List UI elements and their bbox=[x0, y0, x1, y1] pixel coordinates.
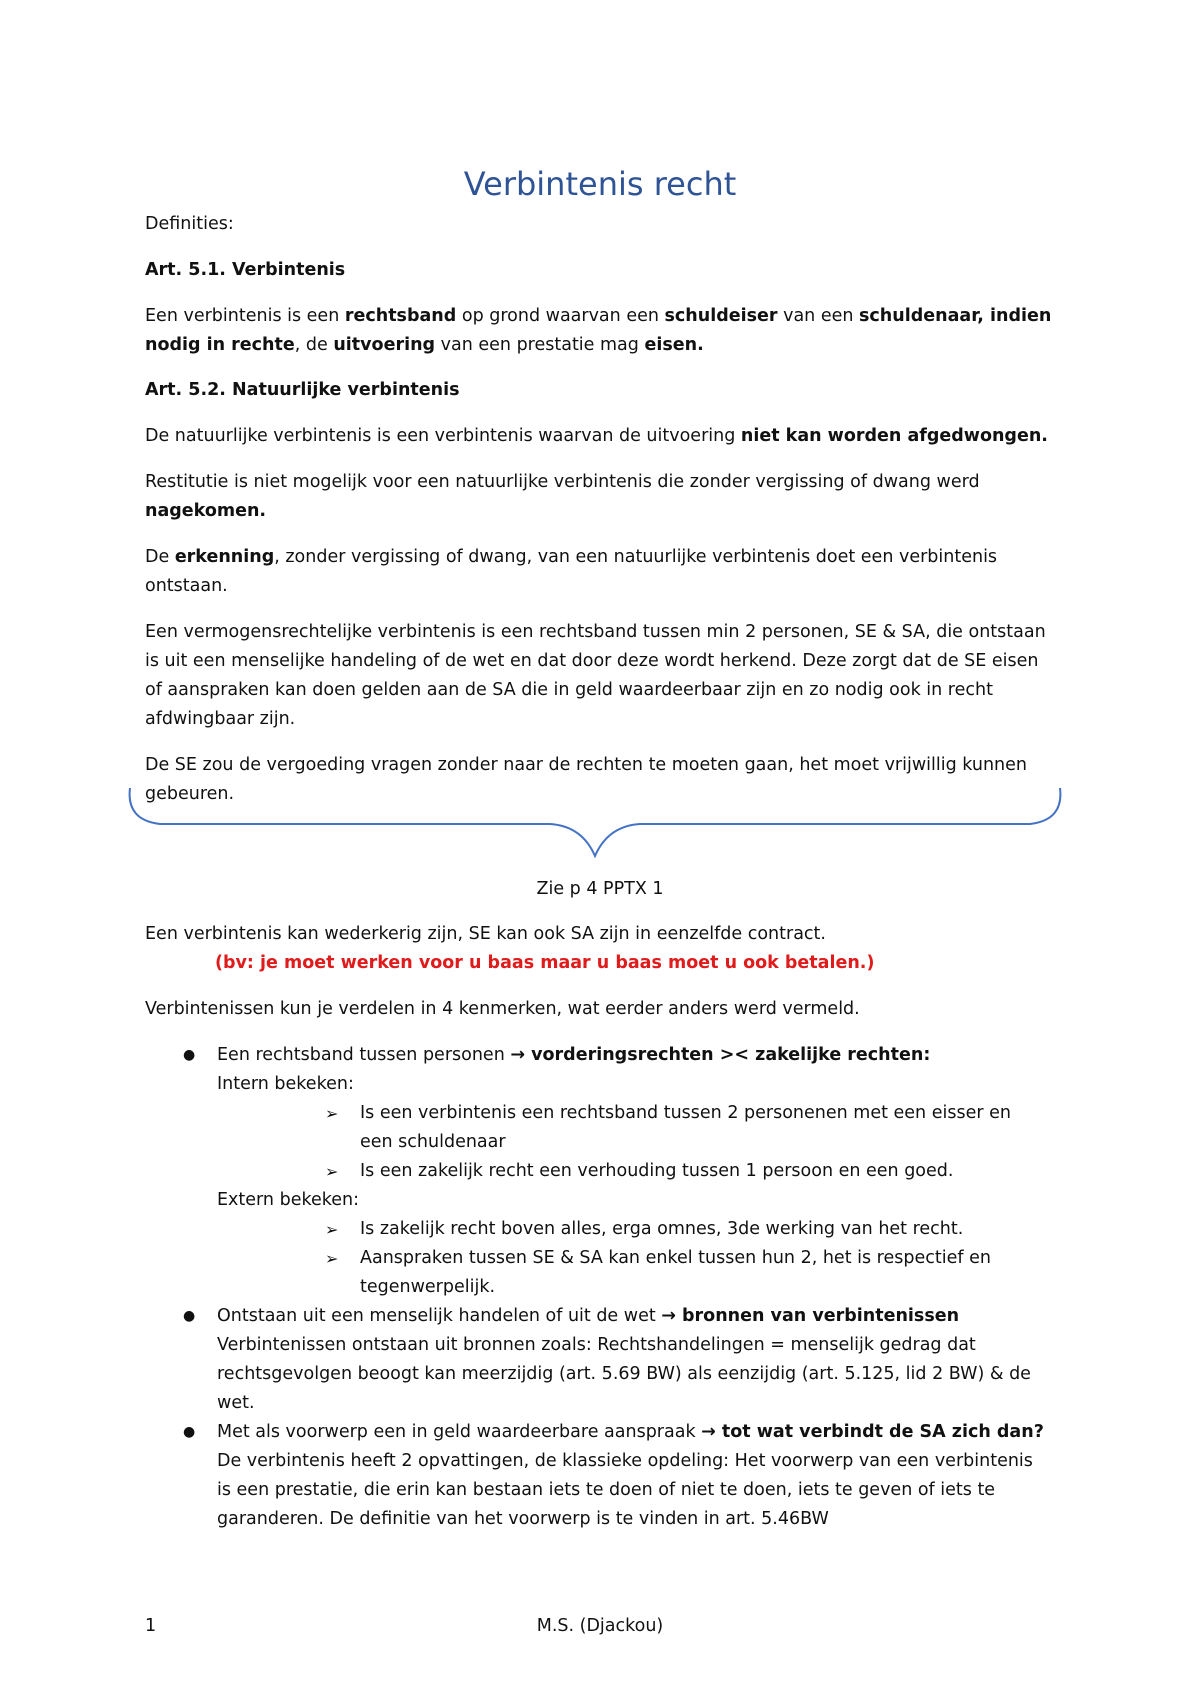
intern-label: Intern bekeken: bbox=[217, 1074, 354, 1094]
art1-line2: nodig in rechte, de uitvoering van een prestatie mag eisen. bbox=[145, 335, 704, 355]
art2-para1: De natuurlijke verbintenis is een verbintenis waarvan de uitvoering niet kan worden afgedwongen. bbox=[145, 426, 1048, 446]
bullet3-line2: is een prestatie, die erin kan bestaan iets te doen of niet te doen, iets te geven of iets te bbox=[217, 1480, 996, 1500]
vermogen-line3: of aanspraken kan doen gelden aan de SA die in geld waardeerbaar zijn en zo nodig ook in recht bbox=[145, 680, 993, 700]
art2-para2-line1: Restitutie is niet mogelijk voor een natuurlijke verbintenis die zonder vergissing of dwang werd bbox=[145, 472, 980, 492]
footer-author: M.S. (Djackou) bbox=[536, 1616, 664, 1636]
se-line2: gebeuren. bbox=[145, 784, 235, 804]
wederkerig-text: Een verbintenis kan wederkerig zijn, SE kan ook SA zijn in eenzelfde contract. bbox=[145, 924, 826, 944]
bullet-dot-icon: ● bbox=[183, 1424, 196, 1440]
art1-heading bbox=[145, 256, 1055, 285]
bullet-dot-icon: ● bbox=[183, 1308, 196, 1324]
sub-item-3-text: Is zakelijk recht boven alles, erga omnes, 3de werking van het recht. bbox=[360, 1219, 964, 1239]
curly-brace-shape bbox=[120, 780, 1070, 870]
curly-brace-path bbox=[130, 788, 1061, 856]
arrow-bullet-icon: ➢ bbox=[325, 1162, 339, 1181]
vermogen-line2: is uit een menselijke handeling of de wet en dat door deze wordt herkend. Deze zorgt dat de SE eisen bbox=[145, 651, 1039, 671]
art2-heading-text: Art. 5.2. Natuurlijke verbintenis bbox=[145, 380, 460, 400]
bullet3-line3: garanderen. De definitie van het voorwerp is te vinden in art. 5.46BW bbox=[217, 1509, 829, 1529]
bullet2-line2: rechtsgevolgen beoogt kan meerzijdig (art. 5.69 BW) als eenzijdig (art. 5.125, lid 2 BW) & de bbox=[217, 1364, 1031, 1384]
vermogen-line4: afdwingbaar zijn. bbox=[145, 709, 296, 729]
sub-item-4-line1: Aanspraken tussen SE & SA kan enkel tussen hun 2, het is respectief en bbox=[360, 1248, 991, 1268]
bullet2-line1: Verbintenissen ontstaan uit bronnen zoals: Rechtshandelingen = menselijk gedrag dat bbox=[217, 1335, 976, 1355]
art2-para3-line2: ontstaan. bbox=[145, 576, 228, 596]
sub-item-1-line2: een schuldenaar bbox=[360, 1132, 506, 1152]
art2-para3-line1: De erkenning, zonder vergissing of dwang, van een natuurlijke verbintenis doet een verbintenis bbox=[145, 547, 998, 567]
page-title: Verbintenis recht bbox=[463, 165, 737, 203]
art2-heading bbox=[145, 376, 1055, 405]
bullet3-line1: De verbintenis heeft 2 opvattingen, de klassieke opdeling: Het voorwerp van een verbintenis bbox=[217, 1451, 1033, 1471]
kenmerken-intro: Verbintenissen kun je verdelen in 4 kenmerken, wat eerder anders werd vermeld. bbox=[145, 999, 860, 1019]
arrow-bullet-icon: ➢ bbox=[325, 1104, 339, 1123]
arrow-bullet-icon: ➢ bbox=[325, 1249, 339, 1268]
bullet2-text: Ontstaan uit een menselijk handelen of uit de wet → bronnen van verbintenissen bbox=[217, 1306, 960, 1326]
sub-item-1-line1: Is een verbintenis een rechtsband tussen 2 personenen met een eisser en bbox=[360, 1103, 1011, 1123]
footer-page-number: 1 bbox=[145, 1616, 157, 1636]
bullet1-text: Een rechtsband tussen personen → vorderingsrechten >< zakelijke rechten: bbox=[217, 1045, 931, 1065]
definities-label: Definities: bbox=[145, 214, 234, 234]
zie-reference: Zie p 4 PPTX 1 bbox=[536, 879, 664, 899]
extern-label: Extern bekeken: bbox=[217, 1190, 359, 1210]
bullet2-line3: wet. bbox=[217, 1393, 255, 1413]
art1-heading-text: Art. 5.1. Verbintenis bbox=[145, 260, 346, 280]
voorbeeld-text: (bv: je moet werken voor u baas maar u baas moet u ook betalen.) bbox=[215, 953, 875, 973]
art2-para2-line2: nagekomen. bbox=[145, 501, 267, 521]
sub-item-2-text: Is een zakelijk recht een verhouding tussen 1 persoon en een goed. bbox=[360, 1161, 954, 1181]
arrow-bullet-icon: ➢ bbox=[325, 1220, 339, 1239]
se-line1: De SE zou de vergoeding vragen zonder naar de rechten te moeten gaan, het moet vrijwillig kunnen bbox=[145, 755, 1027, 775]
art1-line1: Een verbintenis is een rechtsband op grond waarvan een schuldeiser van een schuldenaar, indien bbox=[145, 306, 1052, 326]
bullet3-text: Met als voorwerp een in geld waardeerbare aanspraak → tot wat verbindt de SA zich dan? bbox=[217, 1422, 1044, 1442]
sub-item-4-line2: tegenwerpelijk. bbox=[360, 1277, 496, 1297]
bullet-dot-icon: ● bbox=[183, 1047, 196, 1063]
vermogen-line1: Een vermogensrechtelijke verbintenis is een rechtsband tussen min 2 personen, SE & SA, die ontstaan bbox=[145, 622, 1046, 642]
